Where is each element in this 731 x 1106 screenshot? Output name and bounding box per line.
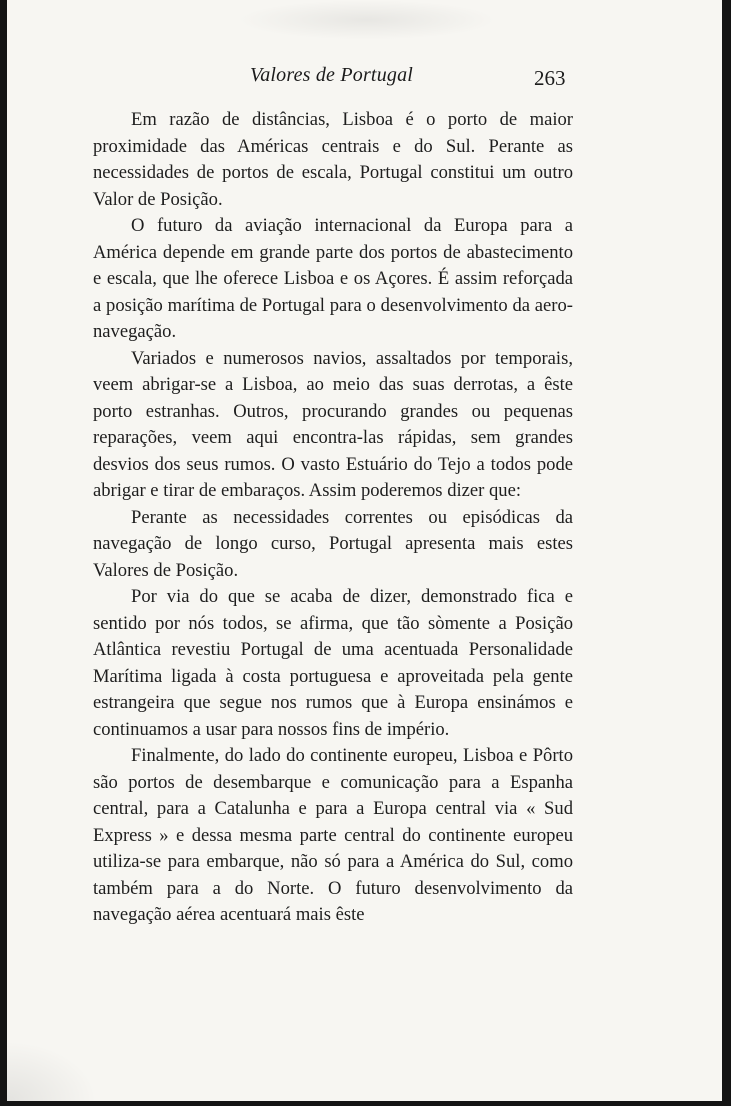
page-number: 263 — [534, 66, 566, 90]
page-foxing — [7, 1041, 97, 1101]
paragraph-4: Perante as necessidades correntes ou episódicas da navegação de longo curso, Portugal apresenta mais estes Valores de Posição. — [93, 506, 573, 581]
running-title: Valores de Portugal — [250, 64, 414, 86]
paragraph-6: Finalmente, do lado do continente europeu, Lisboa e Pôrto são portos de desembarque e comunicação para a Espanha central, para a Catalunha e para a Europa central via « Sud Express » e dessa mesma parte central do continente europeu utiliza-se para embarque, não só para a América do Sul, como também para a do Norte. O futuro desenvolvimento da navegação aérea acentuará mais êste — [93, 745, 573, 925]
running-head — [7, 58, 722, 94]
paragraph-1: Em razão de distâncias, Lisboa é o porto de maior proximidade das Américas centrais e do Sul. Perante as necessidades de portos de escala, Portugal constitui um outro Valor de Posição. — [93, 109, 573, 210]
body-text — [93, 107, 573, 929]
paragraph-5: Por via do que se acaba de dizer, demonstrado fica e sentido por nós todos, se afirma, que tão sòmente a Posição Atlântica revestiu Portugal de uma acentuada Personalidade Marítima ligada à costa portuguesa e aproveitada pela gente estrangeira que segue nos rumos que à Europa ensinámos e continuamos a usar para nossos fins de império. — [93, 586, 573, 740]
paragraph-2: O futuro da aviação internacional da Europa para a América depende em grande parte dos portos de abastecimento e escala, que lhe oferece Lisboa e os Açores. É assim reforçada a posição marítima de Portugal para o desenvolvimento da aero-navegação. — [93, 215, 573, 342]
page-smudge — [237, 0, 497, 40]
paragraph-3: Variados e numerosos navios, assaltados por temporais, veem abrigar-se a Lisboa, ao meio das suas derrotas, a êste porto estranhas. Outros, procurando grandes ou pequenas reparações, veem aqui encontra-las rápidas, sem grandes desvios dos seus rumos. O vasto Estuário do Tejo a todos pode abrigar e tirar de embaraços. Assim poderemos dizer que: — [93, 347, 573, 501]
